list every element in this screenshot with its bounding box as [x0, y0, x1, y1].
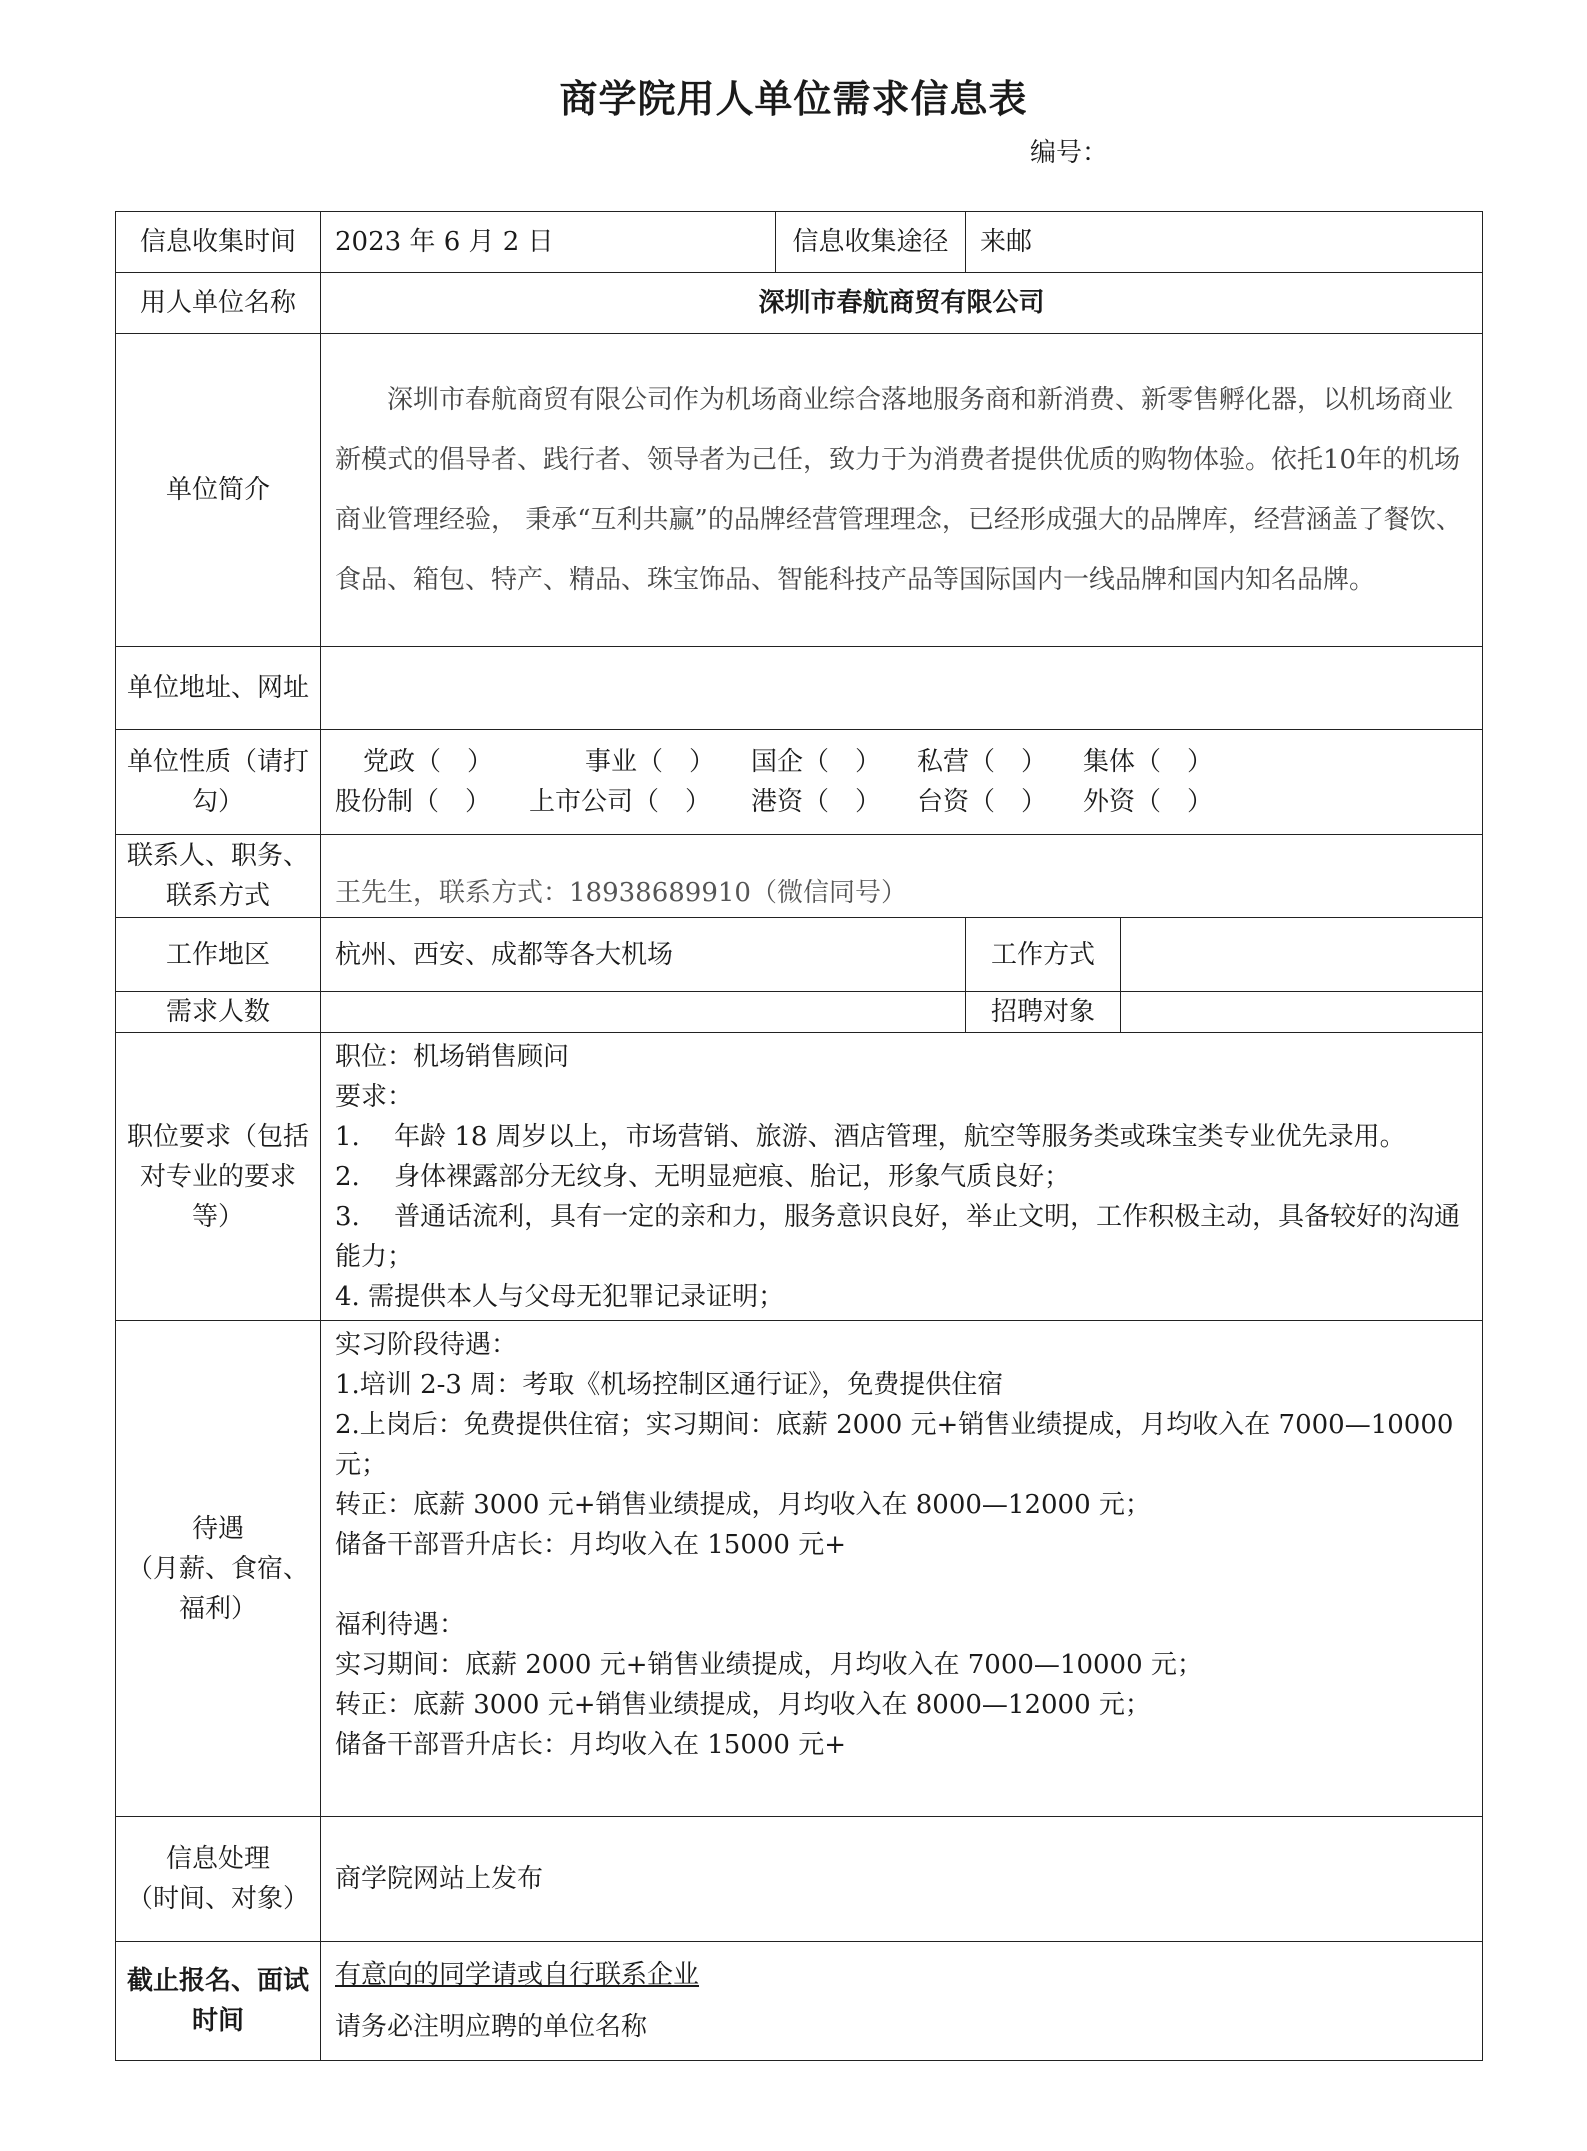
processing-label-main: 信息处理 — [165, 1844, 270, 1874]
row-company — [116, 273, 1483, 334]
row-headcount — [116, 992, 1483, 1033]
processing-value: 商学院网站上发布 — [321, 1817, 1483, 1942]
welfare-internship: 实习期间：底薪 2000 元+销售业绩提成，月均收入在 7000—10000 元； — [335, 1650, 1203, 1680]
benefit-spacer — [335, 1565, 1468, 1605]
address-value — [321, 647, 1483, 730]
benefit-regular: 转正：底薪 3000 元+销售业绩提成，月均收入在 8000—12000 元； — [335, 1490, 1151, 1520]
work-mode-value — [1121, 918, 1483, 992]
processing-label-sub: （时间、对象） — [126, 1884, 309, 1914]
benefits-label-main: 待遇 — [191, 1513, 244, 1544]
work-area-label: 工作地区 — [116, 918, 321, 992]
row-processing — [116, 1817, 1483, 1942]
row-work-area — [116, 918, 1483, 992]
page-title: 商学院用人单位需求信息表 — [559, 76, 1028, 121]
intro-text: 深圳市春航商贸有限公司作为机场商业综合落地服务商和新消费、新零售孵化器，以机场商业新模式的倡导者、践行者、领导者为己任，致力于为消费者提供优质的购物体验。依托10年的机场商业管理经验， 秉承“互利共赢”的品牌经营管理理念，已经形成强大的品牌库，经营涵盖了餐饮、食品、箱包、特产、精品、珠宝饰品、智能科技产品等国际国内一线品牌和国内知名品牌。 — [321, 334, 1483, 647]
benefits-label-sub: （月薪、食宿、福利） — [126, 1553, 309, 1624]
benefits-text — [321, 1321, 1483, 1817]
nature-option-listed: 上市公司（ ） — [529, 787, 712, 817]
address-label: 单位地址、网址 — [116, 647, 321, 730]
processing-label — [116, 1817, 321, 1942]
deadline-line-2: 请务必注明应聘的单位名称 — [335, 2012, 648, 2042]
requirement-label: 职位要求（包括对专业的要求等） — [116, 1033, 321, 1321]
requirement-text — [321, 1033, 1483, 1321]
contact-label: 联系人、职务、联系方式 — [116, 835, 321, 918]
nature-option-foreign: 外资（ ） — [1083, 787, 1214, 817]
nature-option-party: 党政（ ） — [363, 747, 494, 777]
collect-time-value: 2023 年 6 月 2 日 — [321, 212, 776, 273]
welfare-regular: 转正：底薪 3000 元+销售业绩提成，月均收入在 8000—12000 元； — [335, 1690, 1151, 1720]
row-intro — [116, 334, 1483, 647]
nature-option-joint-stock: 股份制（ ） — [335, 787, 492, 817]
contact-value: 王先生，联系方式：18938689910（微信同号） — [321, 835, 1483, 918]
benefits-label — [116, 1321, 321, 1817]
headcount-label: 需求人数 — [116, 992, 321, 1033]
collect-time-label: 信息收集时间 — [116, 212, 321, 273]
target-value — [1121, 992, 1483, 1033]
nature-label: 单位性质（请打勾） — [116, 730, 321, 835]
nature-options — [321, 730, 1483, 835]
row-contact — [116, 835, 1483, 918]
company-name: 深圳市春航商贸有限公司 — [321, 273, 1483, 334]
row-benefits — [116, 1321, 1483, 1817]
collect-way-label: 信息收集途径 — [776, 212, 966, 273]
work-mode-label: 工作方式 — [966, 918, 1121, 992]
serial-number-label: 编号： — [1030, 138, 1109, 168]
row-address — [116, 647, 1483, 730]
nature-option-soe: 国企（ ） — [751, 747, 882, 777]
row-collect-time — [116, 212, 1483, 273]
work-area-value: 杭州、西安、成都等各大机场 — [321, 918, 966, 992]
deadline-value — [321, 1942, 1483, 2061]
deadline-label: 截止报名、面试时间 — [116, 1942, 321, 2061]
requirement-item-3: 3. 普通话流利，具有一定的亲和力，服务意识良好，举止文明，工作积极主动，具备较好的沟通能力； — [335, 1201, 1461, 1272]
intro-label: 单位简介 — [116, 334, 321, 647]
welfare-promotion: 储备干部晋升店长：月均收入在 15000 元+ — [335, 1730, 847, 1760]
row-requirement — [116, 1033, 1483, 1321]
headcount-value — [321, 992, 966, 1033]
demand-info-table — [115, 211, 1483, 2061]
company-label: 用人单位名称 — [116, 273, 321, 334]
nature-option-institution: 事业（ ） — [585, 747, 716, 777]
benefit-training: 1.培训 2-3 周：考取《机场控制区通行证》，免费提供住宿 — [335, 1370, 1004, 1400]
welfare-heading: 福利待遇： — [335, 1610, 466, 1640]
benefit-internship-heading: 实习阶段待遇： — [335, 1330, 518, 1360]
requirement-position: 职位：机场销售顾问 — [335, 1041, 570, 1072]
benefit-onboard: 2.上岗后：免费提供住宿；实习期间：底薪 2000 元+销售业绩提成，月均收入在 7000—10000 元； — [335, 1410, 1454, 1480]
requirement-item-4: 4. 需提供本人与父母无犯罪记录证明； — [335, 1281, 785, 1312]
collect-way-value: 来邮 — [966, 212, 1483, 273]
nature-option-collective: 集体（ ） — [1083, 747, 1214, 777]
nature-option-tw: 台资（ ） — [917, 787, 1048, 817]
row-nature — [116, 730, 1483, 835]
nature-option-private: 私营（ ） — [917, 747, 1048, 777]
requirement-item-1: 1. 年龄 18 周岁以上，市场营销、旅游、酒店管理，航空等服务类或珠宝类专业优先录用。 — [335, 1121, 1406, 1152]
nature-line-1 — [335, 742, 1468, 782]
target-label: 招聘对象 — [966, 992, 1121, 1033]
nature-option-hk: 港资（ ） — [751, 787, 882, 817]
requirement-heading: 要求： — [335, 1081, 414, 1112]
benefit-promotion: 储备干部晋升店长：月均收入在 15000 元+ — [335, 1530, 847, 1560]
requirement-item-2: 2. 身体裸露部分无纹身、无明显疤痕、胎记，形象气质良好； — [335, 1161, 1071, 1192]
nature-line-2 — [335, 782, 1468, 822]
deadline-line-1: 有意向的同学请或自行联系企业 — [335, 1960, 700, 1990]
row-deadline — [116, 1942, 1483, 2061]
